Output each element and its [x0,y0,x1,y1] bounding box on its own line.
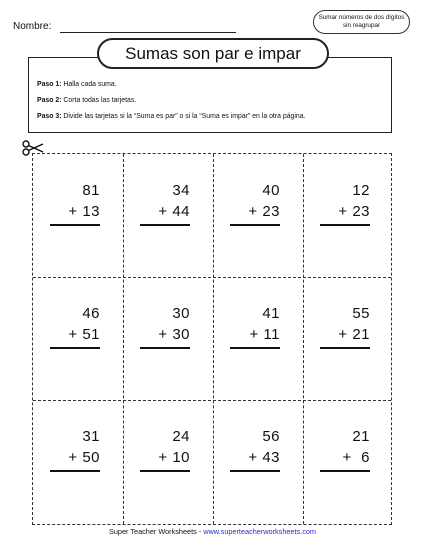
answer-line [320,347,370,349]
addend-bottom: + 10 [158,449,190,466]
addend-bottom: + 6 [342,449,370,466]
answer-line [230,347,280,349]
addend-bottom: + 43 [248,449,280,466]
addition-problem [320,303,370,349]
addend-bottom: + 23 [248,203,280,220]
answer-line [140,224,190,226]
answer-line [320,224,370,226]
addend-bottom-value: 44 [172,203,190,220]
step-2-text: Corta todas las tarjetas. [61,97,137,104]
addition-problem [140,426,190,472]
addend-bottom-value: 11 [263,326,280,343]
addend-bottom-value: 50 [82,449,100,466]
page-title: Sumas son par e impar [97,38,329,69]
name-row [13,21,51,32]
addend-bottom: + 51 [68,326,100,343]
step-2-label: Paso 2: [37,97,62,104]
problem-card [213,400,303,524]
addend-bottom-value: 23 [262,203,280,220]
addend-bottom-value: 21 [352,326,370,343]
flashcard-grid [32,153,392,525]
answer-line [230,470,280,472]
addition-problem [320,180,370,226]
addend-top: 81 [82,182,100,199]
addend-top: 30 [172,305,190,322]
addend-top: 31 [82,428,100,445]
answer-line [140,347,190,349]
addition-problem [230,426,280,472]
addend-bottom: + 50 [68,449,100,466]
addition-problem [320,426,370,472]
addend-top: 24 [172,428,190,445]
addend-bottom-value: 43 [262,449,280,466]
step-2 [37,97,305,113]
addition-problem [50,426,100,472]
problem-card [213,277,303,401]
answer-line [140,470,190,472]
footer [0,527,425,536]
problem-card [123,154,213,278]
addend-top: 40 [262,182,280,199]
addend-top: 55 [352,305,370,322]
addend-top: 34 [172,182,190,199]
problem-card [123,277,213,401]
answer-line [50,224,100,226]
problem-card [33,277,123,401]
addition-problem [140,180,190,226]
name-label: Nombre: [13,21,52,32]
answer-line [50,470,100,472]
addition-problem [50,180,100,226]
footer-link[interactable]: www.superteacherworksheets.com [203,527,316,536]
addend-bottom: + 13 [68,203,100,220]
addend-top: 56 [262,428,280,445]
addend-top: 41 [262,305,280,322]
addend-bottom-value: 10 [172,449,190,466]
answer-line [230,224,280,226]
addition-problem [230,303,280,349]
addend-bottom: + 44 [158,203,190,220]
addend-top: 46 [82,305,100,322]
addend-bottom-value: 51 [82,326,100,343]
problem-card [303,400,393,524]
addition-problem [230,180,280,226]
name-line [60,32,236,33]
problem-card [303,154,393,278]
problem-card [213,154,303,278]
problem-card [33,154,123,278]
step-1-text: Halla cada suma. [61,81,117,88]
answer-line [320,470,370,472]
addend-bottom: + 21 [338,326,370,343]
addition-problem [50,303,100,349]
steps [37,81,305,129]
addend-bottom-value: 13 [82,203,100,220]
addition-problem [140,303,190,349]
addend-bottom-value: 30 [172,326,190,343]
addend-top: 21 [352,428,370,445]
problem-card [123,400,213,524]
problem-card [33,400,123,524]
topic-tag: Sumar números de dos dígitos sin reagrupar [313,10,410,34]
step-3-text: Divide las tarjetas si la “Suma es par” o si la “Suma es impar” en la otra página. [61,113,306,120]
footer-brand: Super Teacher Worksheets - [109,527,204,536]
step-3-label: Paso 3: [37,113,62,120]
addend-bottom-value: 6 [356,449,370,466]
answer-line [50,347,100,349]
addend-bottom: + 23 [338,203,370,220]
addend-bottom-value: 23 [352,203,370,220]
step-1 [37,81,305,97]
addend-bottom: + 11 [249,326,280,343]
step-1-label: Paso 1: [37,81,62,88]
step-3 [37,113,305,129]
problem-card [303,277,393,401]
addend-top: 12 [352,182,370,199]
addend-bottom: + 30 [158,326,190,343]
